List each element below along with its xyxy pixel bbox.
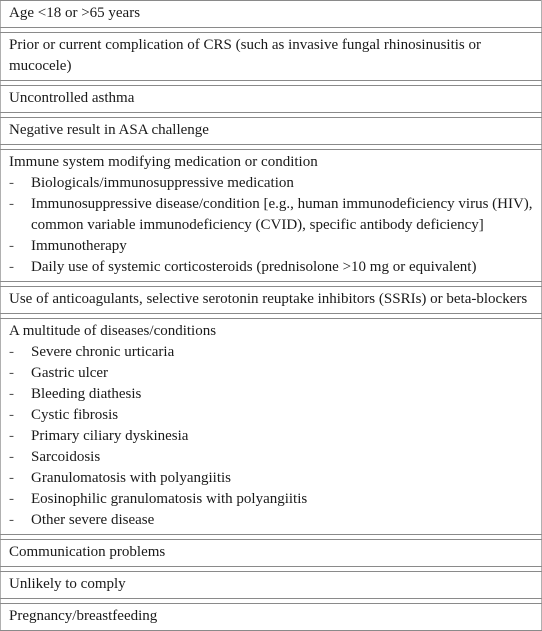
table-cell: Prior or current complication of CRS (such as invasive fungal rhinosinusitis or mucocele) xyxy=(1,33,542,81)
table-cell: Age <18 or >65 years xyxy=(1,1,542,28)
table-cell: Use of anticoagulants, selective serotonin reuptake inhibitors (SSRIs) or beta-blockers xyxy=(1,287,542,314)
list-item xyxy=(9,342,533,363)
list-item xyxy=(9,257,533,278)
list-item-text: Sarcoidosis xyxy=(31,449,101,465)
row-heading: A multitude of diseases/conditions xyxy=(9,323,217,339)
table-row xyxy=(1,604,542,631)
table-cell: Unlikely to comply xyxy=(1,572,542,599)
table-cell: Communication problems xyxy=(1,540,542,567)
list-item xyxy=(9,236,533,257)
list-item xyxy=(9,468,533,489)
table-row xyxy=(1,572,542,599)
table-cell xyxy=(1,150,542,282)
list-item xyxy=(9,384,533,405)
dash-bullet: - xyxy=(9,428,14,444)
table-row xyxy=(1,150,542,282)
list-item-text: Bleeding diathesis xyxy=(31,386,142,402)
list-item-text: Daily use of systemic corticosteroids (prednisolone >10 mg or equivalent) xyxy=(31,259,477,275)
list-item xyxy=(9,363,533,384)
dash-bullet: - xyxy=(9,259,14,275)
table-cell: Uncontrolled asthma xyxy=(1,86,542,113)
dash-bullet: - xyxy=(9,238,14,254)
dash-bullet: - xyxy=(9,491,14,507)
dash-bullet: - xyxy=(9,175,14,191)
dash-bullet: - xyxy=(9,449,14,465)
list-item-text: Granulomatosis with polyangiitis xyxy=(31,470,231,486)
table-row xyxy=(1,86,542,113)
table-row xyxy=(1,287,542,314)
list-item xyxy=(9,489,533,510)
dash-bullet: - xyxy=(9,344,14,360)
dash-bullet: - xyxy=(9,512,14,528)
list-item-text: Other severe disease xyxy=(31,512,155,528)
list-item-text: Eosinophilic granulomatosis with polyangiitis xyxy=(31,491,308,507)
table-row xyxy=(1,33,542,81)
dash-bullet: - xyxy=(9,196,14,212)
list-item-text: Primary ciliary dyskinesia xyxy=(31,428,189,444)
list-item-text: Immunosuppressive disease/condition [e.g., human immunodeficiency virus (HIV), common variable immunodeficiency (CVID), specific antibody deficiency] xyxy=(31,196,533,233)
list-item xyxy=(9,447,533,468)
list-item xyxy=(9,194,533,236)
dash-bullet: - xyxy=(9,386,14,402)
dash-bullet: - xyxy=(9,365,14,381)
list-item-text: Severe chronic urticaria xyxy=(31,344,175,360)
table-cell xyxy=(1,319,542,535)
list-item-text: Gastric ulcer xyxy=(31,365,109,381)
list-item-text: Cystic fibrosis xyxy=(31,407,119,423)
list-item-text: Biologicals/immunosuppressive medication xyxy=(31,175,294,191)
table-row xyxy=(1,540,542,567)
dash-bullet: - xyxy=(9,470,14,486)
list-item xyxy=(9,173,533,194)
table-cell: Negative result in ASA challenge xyxy=(1,118,542,145)
list-item xyxy=(9,405,533,426)
row-heading: Immune system modifying medication or condition xyxy=(9,154,318,170)
table-row xyxy=(1,319,542,535)
table-row xyxy=(1,1,542,28)
list-item-text: Immunotherapy xyxy=(31,238,127,254)
dash-bullet: - xyxy=(9,407,14,423)
table-cell: Pregnancy/breastfeeding xyxy=(1,604,542,631)
list-item xyxy=(9,426,533,447)
table-row xyxy=(1,118,542,145)
list-item xyxy=(9,510,533,531)
